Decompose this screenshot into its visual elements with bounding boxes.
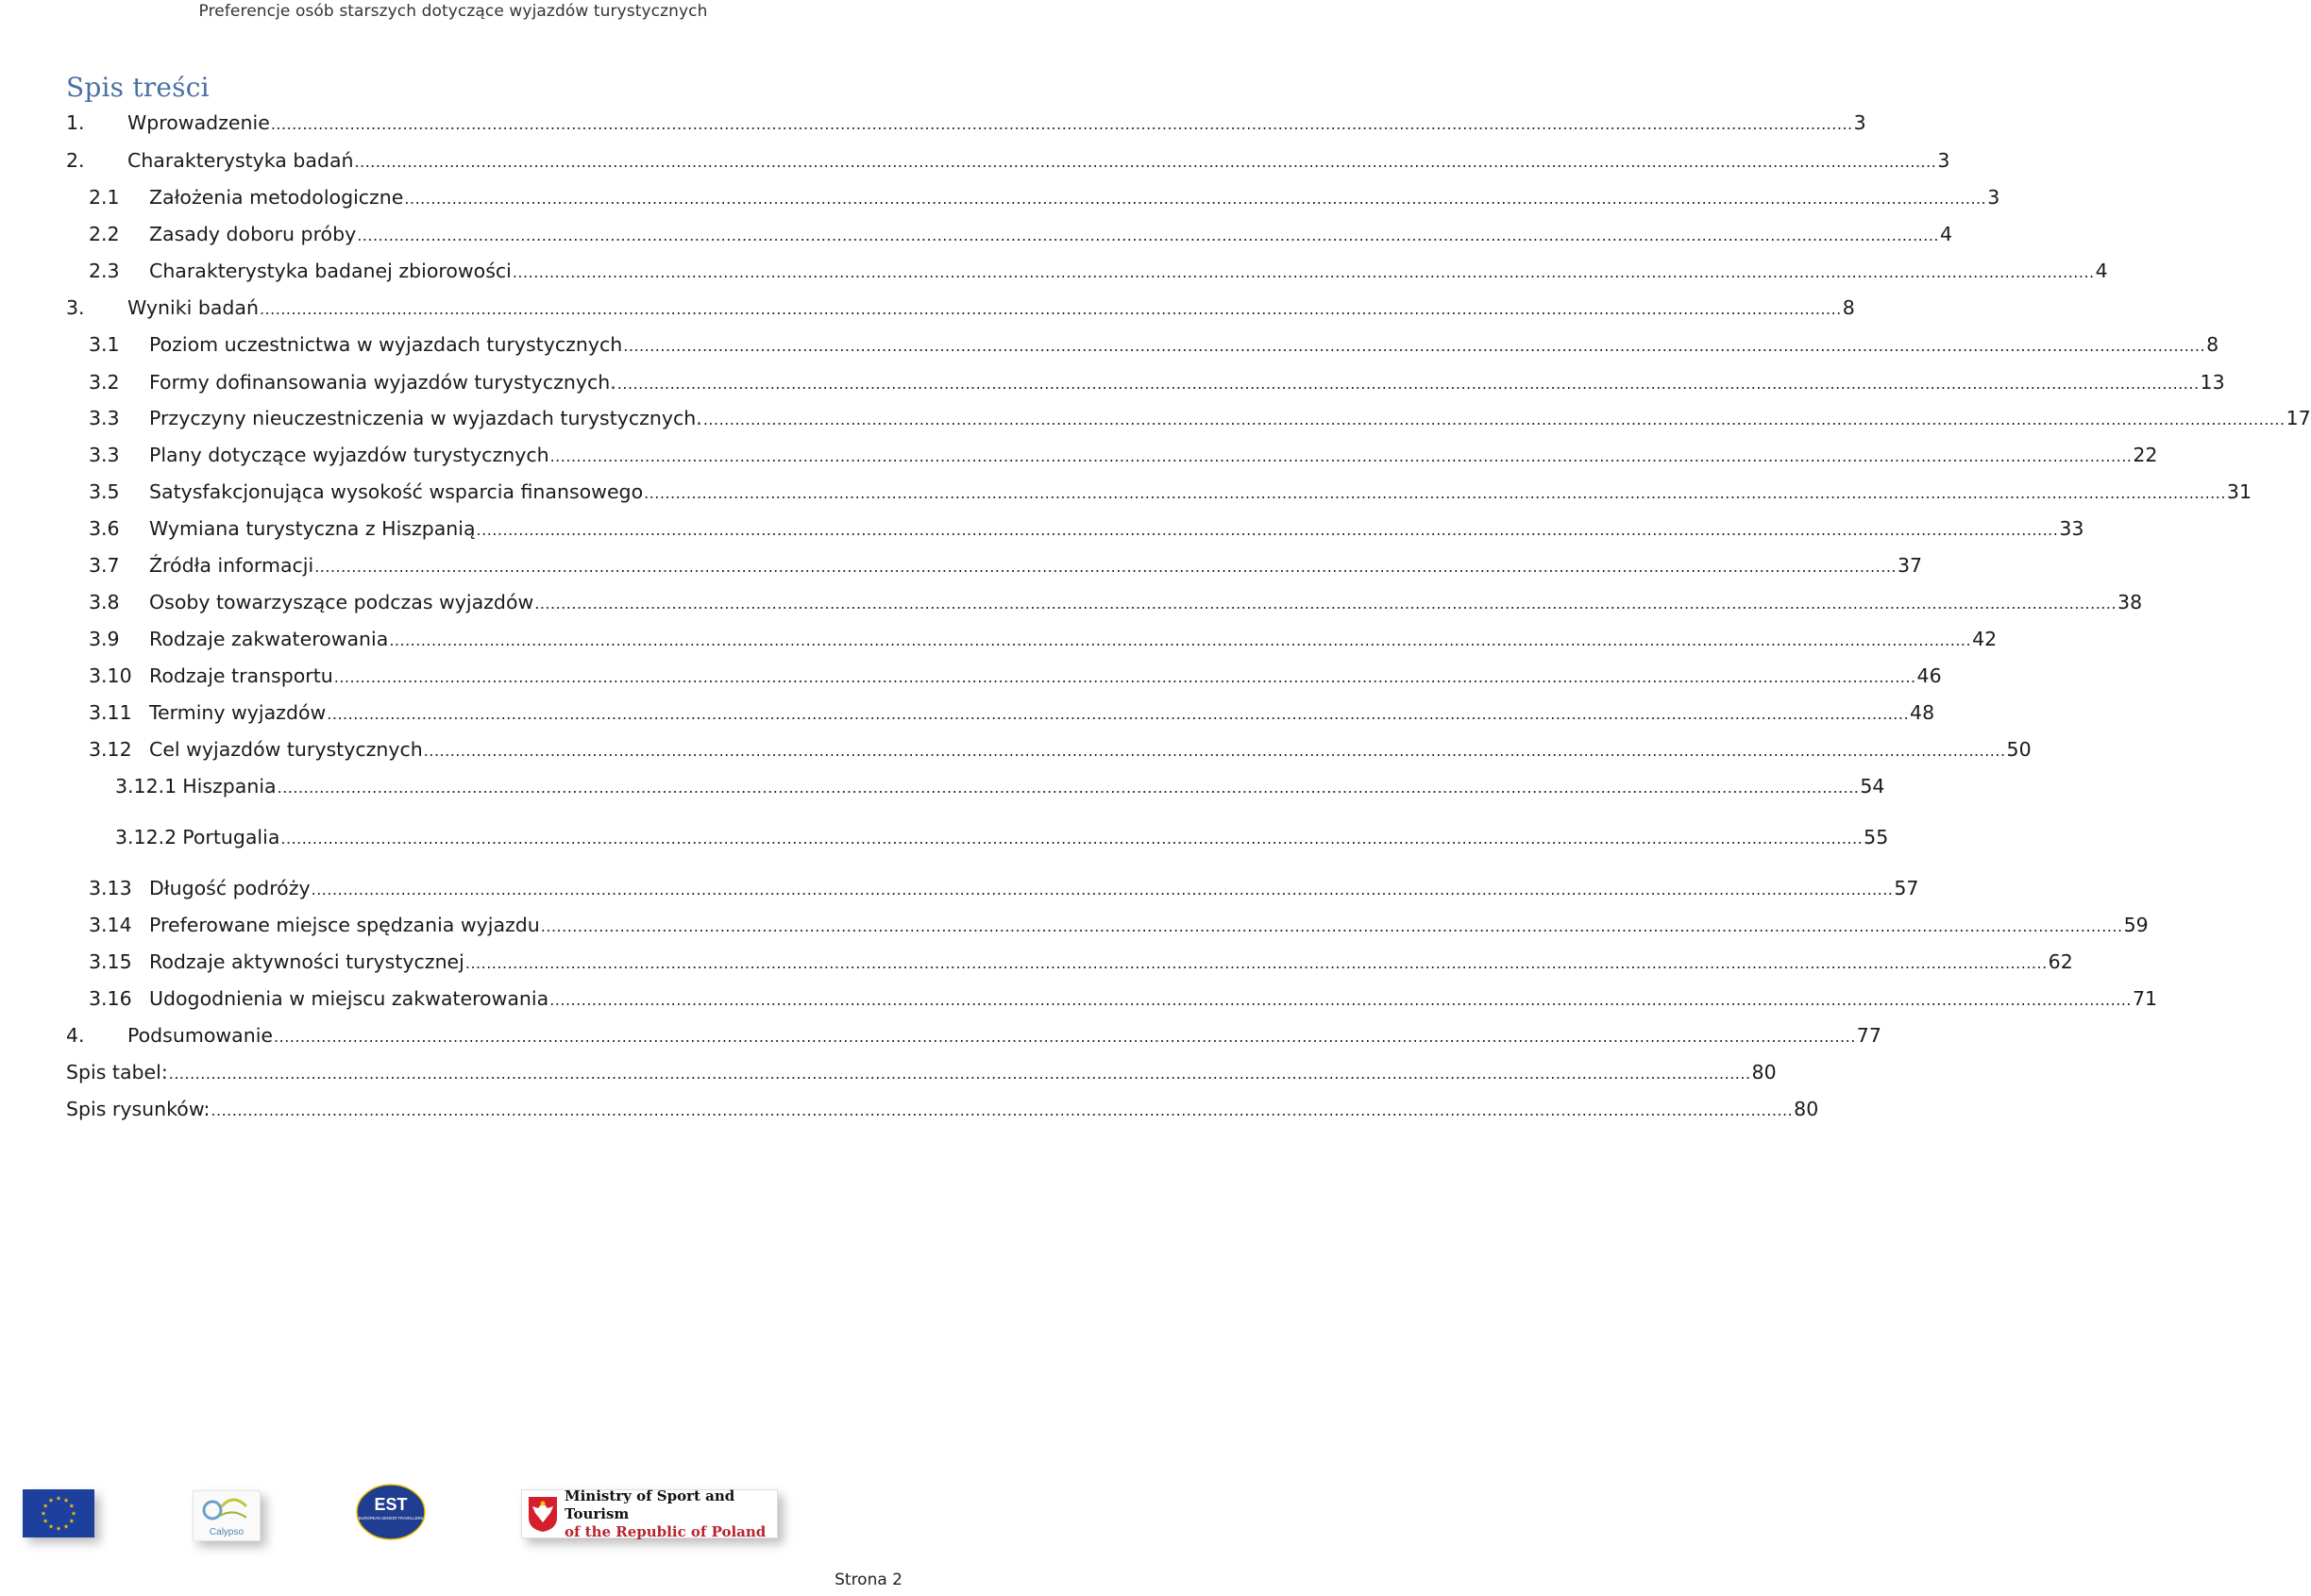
toc-entry-number: 3.12.1 [115,775,177,798]
toc-entry-label: Rodzaje aktywności turystycznej [149,950,464,973]
toc-entry-label: Formy dofinansowania wyjazdów turystycznych. [149,371,616,394]
eu-star-icon [43,1504,48,1508]
toc-entry-number: 2.2 [89,223,120,245]
toc-dot-leader: ............................................................................................................................................................................................................................................................................................................ [476,521,2059,539]
page-number: Strona 2 [835,1571,902,1589]
toc-entry[interactable] [115,772,1885,800]
toc-entry[interactable] [89,441,2158,469]
toc-entry-number: 3.10 [89,664,132,687]
toc-entry-page: 48 [1910,701,1935,724]
toc-dot-leader: ............................................................................................................................................................................................................................................................................................................ [277,779,1860,797]
toc-entry[interactable] [89,183,2000,211]
toc-entry[interactable] [89,874,1919,902]
toc-entry-label: Poziom uczestnictwa w wyjazdach turystycznych [149,333,623,356]
toc-entry-number: 3.9 [89,628,120,650]
toc-dot-leader: ............................................................................................................................................................................................................................................................................................................ [616,375,2200,393]
toc-entry-page: 4 [2095,260,2108,282]
toc-entry-page: 3 [1987,186,2000,209]
toc-entry-page: 80 [1751,1061,1777,1084]
ministry-line-2: of the Republic of Poland [565,1522,767,1540]
toc-entry[interactable] [66,1058,1777,1086]
toc-entry-number: 3.6 [89,517,120,540]
toc-entry-label: Założenia metodologiczne [149,186,404,209]
toc-entry-number: 4. [66,1024,85,1047]
toc-entry-label: Rodzaje transportu [149,664,333,687]
toc-entry-label: Wymiana turystyczna z Hiszpanią [149,517,476,540]
toc-entry-label: Portugalia [182,826,280,848]
toc-dot-leader: ............................................................................................................................................................................................................................................................................................................ [280,830,1864,848]
toc-entry[interactable] [89,698,1935,727]
toc-entry-page: 62 [2048,950,2073,973]
eu-star-icon [49,1498,54,1503]
toc-entry[interactable] [89,478,2252,506]
toc-entry[interactable] [66,109,1866,137]
toc-entry-label: Preferowane miejsce spędzania wyjazdu [149,914,540,936]
toc-dot-leader: ............................................................................................................................................................................................................................................................................................................ [327,705,1910,723]
toc-entry-number: 3.12.2 [115,826,177,848]
toc-dot-leader: ............................................................................................................................................................................................................................................................................................................ [423,742,2006,760]
toc-entry[interactable] [89,514,2084,543]
toc-entry-number: 3.7 [89,554,120,577]
toc-entry-page: 57 [1894,877,1919,899]
toc-entry[interactable] [89,551,1923,580]
calypso-logo-text: Calypso [209,1527,245,1537]
toc-title: Spis treści [66,72,210,103]
toc-entry-number: 3.12 [89,738,132,761]
toc-dot-leader: ............................................................................................................................................................................................................................................................................................................ [259,300,1842,318]
toc-entry-number: 1. [66,111,85,134]
toc-entry-number: 3. [66,296,85,319]
toc-dot-leader: ............................................................................................................................................................................................................................................................................................................ [314,558,1897,576]
toc-dot-leader: ............................................................................................................................................................................................................................................................................................................ [333,668,1916,686]
eu-star-icon [69,1519,74,1523]
toc-entry-number: 3.3 [89,407,120,429]
toc-dot-leader: ............................................................................................................................................................................................................................................................................................................ [168,1065,1751,1083]
toc-entry-page: 13 [2200,371,2225,394]
eu-star-icon [72,1511,76,1516]
est-logo [355,1484,427,1540]
toc-entry-page: 4 [1940,223,1953,245]
toc-entry[interactable] [89,625,1998,653]
toc-entry-page: 3 [1937,149,1950,172]
toc-entry-label: Osoby towarzyszące podczas wyjazdów [149,591,534,613]
toc-dot-leader: ............................................................................................................................................................................................................................................................................................................ [274,1028,1856,1046]
toc-entry-page: 8 [1842,296,1855,319]
toc-entry-number: 3.3 [89,444,120,466]
eu-star-icon [49,1524,54,1529]
calypso-logo [193,1490,261,1541]
toc-entry-number: 2.3 [89,260,120,282]
toc-entry-number: 3.5 [89,480,120,503]
toc-dot-leader: ............................................................................................................................................................................................................................................................................................................ [623,337,2206,355]
toc-dot-leader: ............................................................................................................................................................................................................................................................................................................ [512,263,2095,281]
toc-entry-label: Długość podróży [149,877,311,899]
toc-entry[interactable] [66,294,1855,322]
toc-entry-number: 3.8 [89,591,120,613]
toc-entry[interactable] [89,735,2032,764]
toc-dot-leader: ............................................................................................................................................................................................................................................................................................................ [404,190,1987,208]
toc-entry-label: Hiszpania [182,775,277,798]
polish-eagle-icon [527,1495,559,1533]
est-logo-text: EST [374,1495,408,1514]
eu-star-icon [69,1504,74,1508]
toc-entry-label: Cel wyjazdów turystycznych [149,738,423,761]
toc-entry-number: 2.1 [89,186,120,209]
toc-entry-page: 77 [1856,1024,1881,1047]
toc-entry-number: 3.11 [89,701,132,724]
toc-entry[interactable] [89,948,2073,976]
toc-entry-label: Terminy wyjazdów [149,701,327,724]
toc-entry[interactable] [89,330,2219,359]
toc-entry-number: 3.16 [89,987,132,1010]
toc-dot-leader: ............................................................................................................................................................................................................................................................................................................ [311,881,1894,899]
ministry-line-1: Ministry of Sport and Tourism [565,1487,735,1522]
eu-star-icon [42,1511,46,1516]
eu-star-icon [57,1496,61,1501]
eu-star-icon [64,1524,69,1529]
toc-entry-page: 46 [1916,664,1942,687]
toc-entry-number: 2. [66,149,85,172]
toc-entry-page: 31 [2226,480,2252,503]
toc-entry-label: Udogodnienia w miejscu zakwaterowania [149,987,549,1010]
toc-dot-leader: ............................................................................................................................................................................................................................................................................................................ [464,954,2048,972]
toc-entry[interactable] [115,823,1889,851]
toc-entry-page: 38 [2117,591,2143,613]
toc-entry-label: Charakterystyka badanej zbiorowości [149,260,512,282]
eu-flag-logo [23,1489,94,1537]
toc-entry-number: 3.1 [89,333,120,356]
toc-entry-label: Charakterystyka badań [127,149,354,172]
toc-dot-leader: ............................................................................................................................................................................................................................................................................................................ [549,447,2133,465]
logo-strip [0,1489,906,1546]
calypso-emblem-icon [194,1491,260,1540]
toc-entry[interactable] [89,911,2149,939]
toc-entry-page: 50 [2006,738,2032,761]
toc-entry-label: Źródła informacji [149,554,314,577]
toc-dot-leader: ............................................................................................................................................................................................................................................................................................................ [389,631,1972,649]
toc-entry-number: 3.15 [89,950,132,973]
toc-entry-page: 3 [1853,111,1866,134]
toc-entry[interactable] [89,588,2143,616]
toc-dot-leader: ............................................................................................................................................................................................................................................................................................................ [270,115,1853,133]
toc-entry-label: Plany dotyczące wyjazdów turystycznych [149,444,549,466]
toc-entry-page: 59 [2123,914,2149,936]
eu-star-icon [43,1519,48,1523]
toc-entry-label: Podsumowanie [127,1024,274,1047]
running-header: Preferencje osób starszych dotyczące wyjazdów turystycznych [198,2,708,21]
ministry-logo [521,1489,778,1538]
toc-entry-page: 37 [1897,554,1923,577]
est-logo-subtext: EUROPEAN SENIOR TRAVELLERS [358,1516,424,1520]
toc-entry[interactable] [89,662,1942,690]
toc-entry-page: 17 [2286,407,2311,429]
toc-dot-leader: ............................................................................................................................................................................................................................................................................................................ [357,227,1940,244]
toc-entry-number: 3.13 [89,877,132,899]
eu-stars-icon [23,1489,94,1537]
toc-entry-label: Spis rysunków: [66,1098,211,1120]
toc-entry[interactable] [89,257,2108,285]
toc-entry-page: 55 [1864,826,1889,848]
toc-dot-leader: ............................................................................................................................................................................................................................................................................................................ [549,991,2132,1009]
toc-entry-page: 71 [2132,987,2158,1010]
toc-entry-label: Zasady doboru próby [149,223,357,245]
toc-entry[interactable] [89,368,2225,396]
toc-entry[interactable] [66,1095,1819,1123]
toc-entry-page: 42 [1972,628,1998,650]
toc-entry-page: 80 [1794,1098,1819,1120]
est-emblem-icon [355,1484,427,1540]
toc-dot-leader: ............................................................................................................................................................................................................................................................................................................ [702,411,2286,428]
toc-entry-page: 33 [2059,517,2084,540]
eu-star-icon [57,1526,61,1531]
toc-entry-label: Wprowadzenie [127,111,270,134]
toc-entry[interactable] [66,146,1950,175]
toc-entry[interactable] [89,220,1953,248]
toc-entry[interactable] [66,1021,1881,1050]
toc-entry-number: 3.2 [89,371,120,394]
toc-dot-leader: ............................................................................................................................................................................................................................................................................................................ [534,595,2117,613]
toc-dot-leader: ............................................................................................................................................................................................................................................................................................................ [211,1101,1794,1119]
toc-entry-label: Wyniki badań [127,296,259,319]
toc-entry[interactable] [89,984,2158,1013]
toc-entry-page: 54 [1860,775,1885,798]
toc-entry-label: Spis tabel: [66,1061,168,1084]
toc-entry-label: Przyczyny nieuczestniczenia w wyjazdach turystycznych. [149,407,702,429]
toc-dot-leader: ............................................................................................................................................................................................................................................................................................................ [354,153,1937,171]
toc-dot-leader: ............................................................................................................................................................................................................................................................................................................ [644,484,2226,502]
toc-entry[interactable] [89,404,2311,432]
toc-dot-leader: ............................................................................................................................................................................................................................................................................................................ [540,917,2123,935]
toc-entry-page: 22 [2133,444,2158,466]
toc-entry-label: Satysfakcjonująca wysokość wsparcia finansowego [149,480,644,503]
toc-entry-number: 3.14 [89,914,132,936]
toc-entry-label: Rodzaje zakwaterowania [149,628,389,650]
eu-star-icon [64,1498,69,1503]
toc-entry-page: 8 [2206,333,2219,356]
